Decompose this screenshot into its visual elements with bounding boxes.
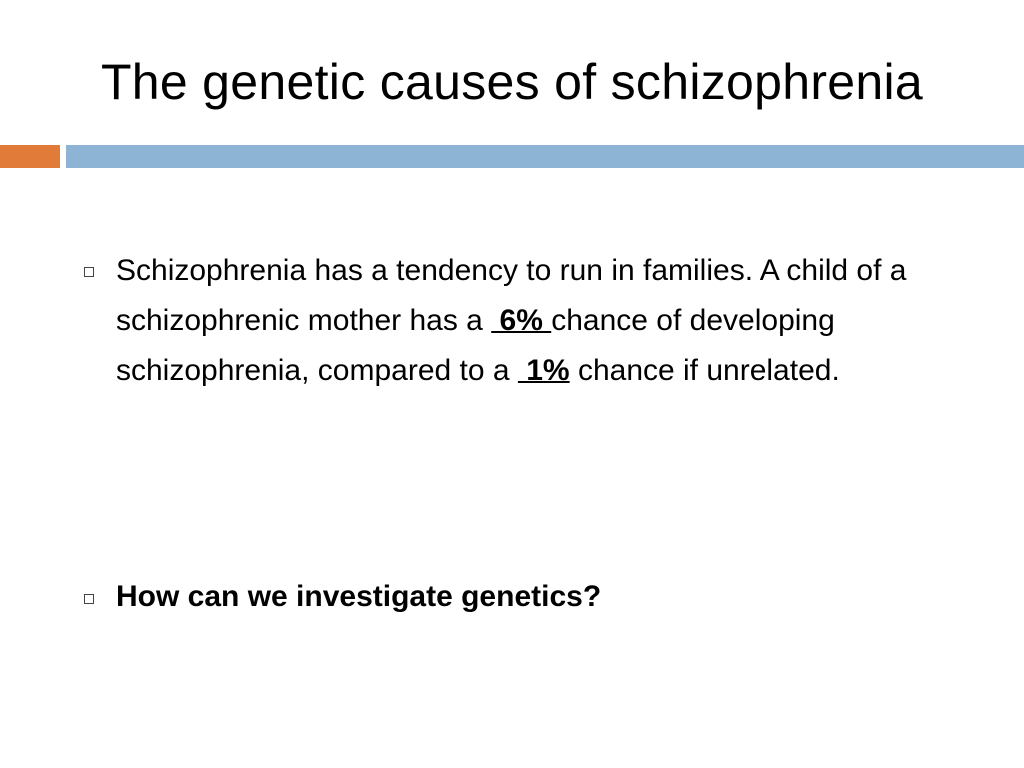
title-accent-bar-orange — [0, 145, 60, 168]
bullet-text-part1: Schizophrenia has a tendency to run in families. A child of a schizophrenic mother has a — [116, 254, 907, 337]
bullet-text-part2: chance of developing schizophrenia, compared to a — [116, 304, 835, 387]
square-bullet-icon — [84, 267, 94, 277]
title-accent-bar-blue — [66, 145, 1024, 168]
bullet-text — [116, 246, 964, 396]
blank-six-percent: 6% — [491, 304, 552, 337]
bullet-family-tendency — [84, 246, 964, 396]
square-bullet-icon — [84, 594, 94, 604]
slide-title: The genetic causes of schizophrenia — [100, 54, 924, 110]
bullet-investigate-genetics — [84, 572, 964, 622]
blank-one-percent: 1% — [517, 354, 570, 387]
bullet-text-part3: chance if unrelated. — [569, 354, 840, 387]
bullet-question-text: How can we investigate genetics? — [116, 580, 602, 613]
